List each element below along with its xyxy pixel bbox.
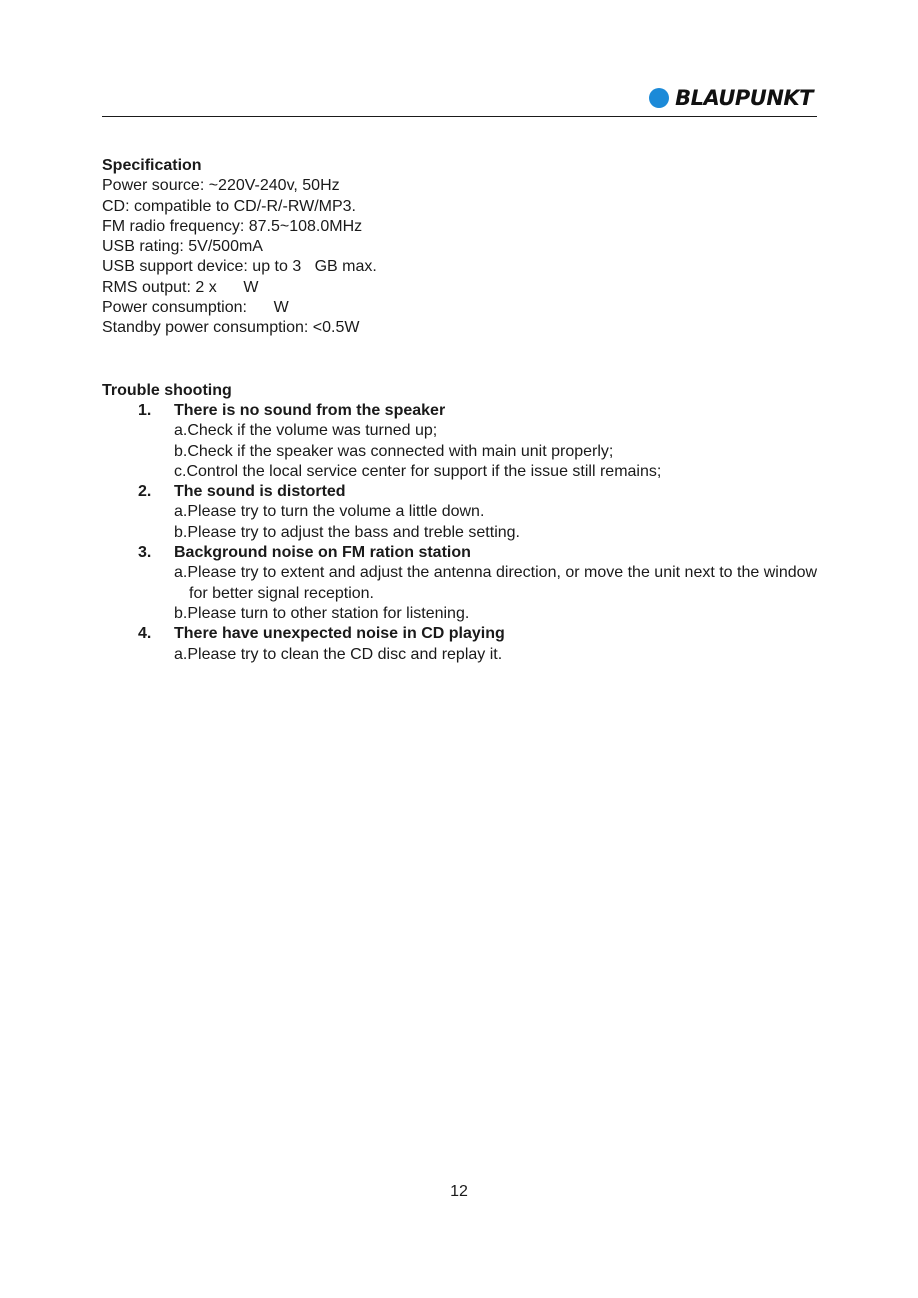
spec-line: Power consumption: W (102, 299, 289, 317)
issue-step: b.Please turn to other station for listening. (174, 604, 470, 622)
brand-name: BLAUPUNKT (675, 86, 813, 110)
issue-number: 1. (138, 401, 152, 419)
issue-item (102, 543, 822, 624)
spec-line: Power source: ~220V-240v, 50Hz (102, 177, 340, 195)
issue-heading (102, 482, 822, 502)
issue-heading-text: The sound is distorted (174, 483, 346, 501)
issue-list (102, 401, 822, 665)
issue-step: c.Control the local service center for support if the issue still remains; (174, 462, 662, 480)
troubleshooting-title: Trouble shooting (102, 381, 232, 399)
spec-line: FM radio frequency: 87.5~108.0MHz (102, 217, 363, 235)
issue-heading-text: Background noise on FM ration station (174, 544, 471, 562)
spec-line: USB support device: up to 3 GB max. (102, 258, 377, 276)
issue-steps (102, 645, 822, 665)
spec-line: CD: compatible to CD/-R/-RW/MP3. (102, 197, 356, 215)
issue-step: a.Please try to turn the volume a little down. (174, 503, 485, 521)
page-header (102, 84, 817, 117)
issue-item (102, 482, 822, 543)
specification-list (102, 176, 822, 338)
issue-heading-text: There is no sound from the speaker (174, 401, 446, 419)
brand-logo (649, 86, 813, 110)
issue-steps (102, 421, 822, 482)
issue-step: a.Check if the volume was turned up; (174, 422, 438, 440)
issue-heading-text: There have unexpected noise in CD playing (174, 625, 505, 643)
issue-number: 4. (138, 625, 152, 643)
issue-heading (102, 543, 822, 563)
spec-line: RMS output: 2 x W (102, 278, 259, 296)
brand-dot-icon (649, 88, 669, 108)
page-number: 12 (450, 1183, 468, 1200)
issue-heading (102, 624, 822, 644)
troubleshooting-section (102, 381, 822, 665)
issue-step: a.Please try to extent and adjust the antenna direction, or move the unit next to the window for better signal reception. (174, 564, 818, 602)
issue-item (102, 401, 822, 482)
manual-content (102, 156, 822, 665)
spec-line: Standby power consumption: <0.5W (102, 319, 360, 337)
issue-step: b.Please try to adjust the bass and treble setting. (174, 523, 520, 541)
issue-item (102, 624, 822, 665)
issue-number: 3. (138, 544, 152, 562)
specification-title: Specification (102, 157, 202, 174)
issue-heading (102, 401, 822, 421)
issue-step: a.Please try to clean the CD disc and replay it. (174, 645, 503, 663)
specification-section (102, 156, 822, 339)
issue-number: 2. (138, 483, 152, 501)
issue-steps (102, 563, 822, 624)
spec-line: USB rating: 5V/500mA (102, 238, 263, 256)
issue-steps (102, 502, 822, 543)
issue-step: b.Check if the speaker was connected with main unit properly; (174, 442, 614, 460)
